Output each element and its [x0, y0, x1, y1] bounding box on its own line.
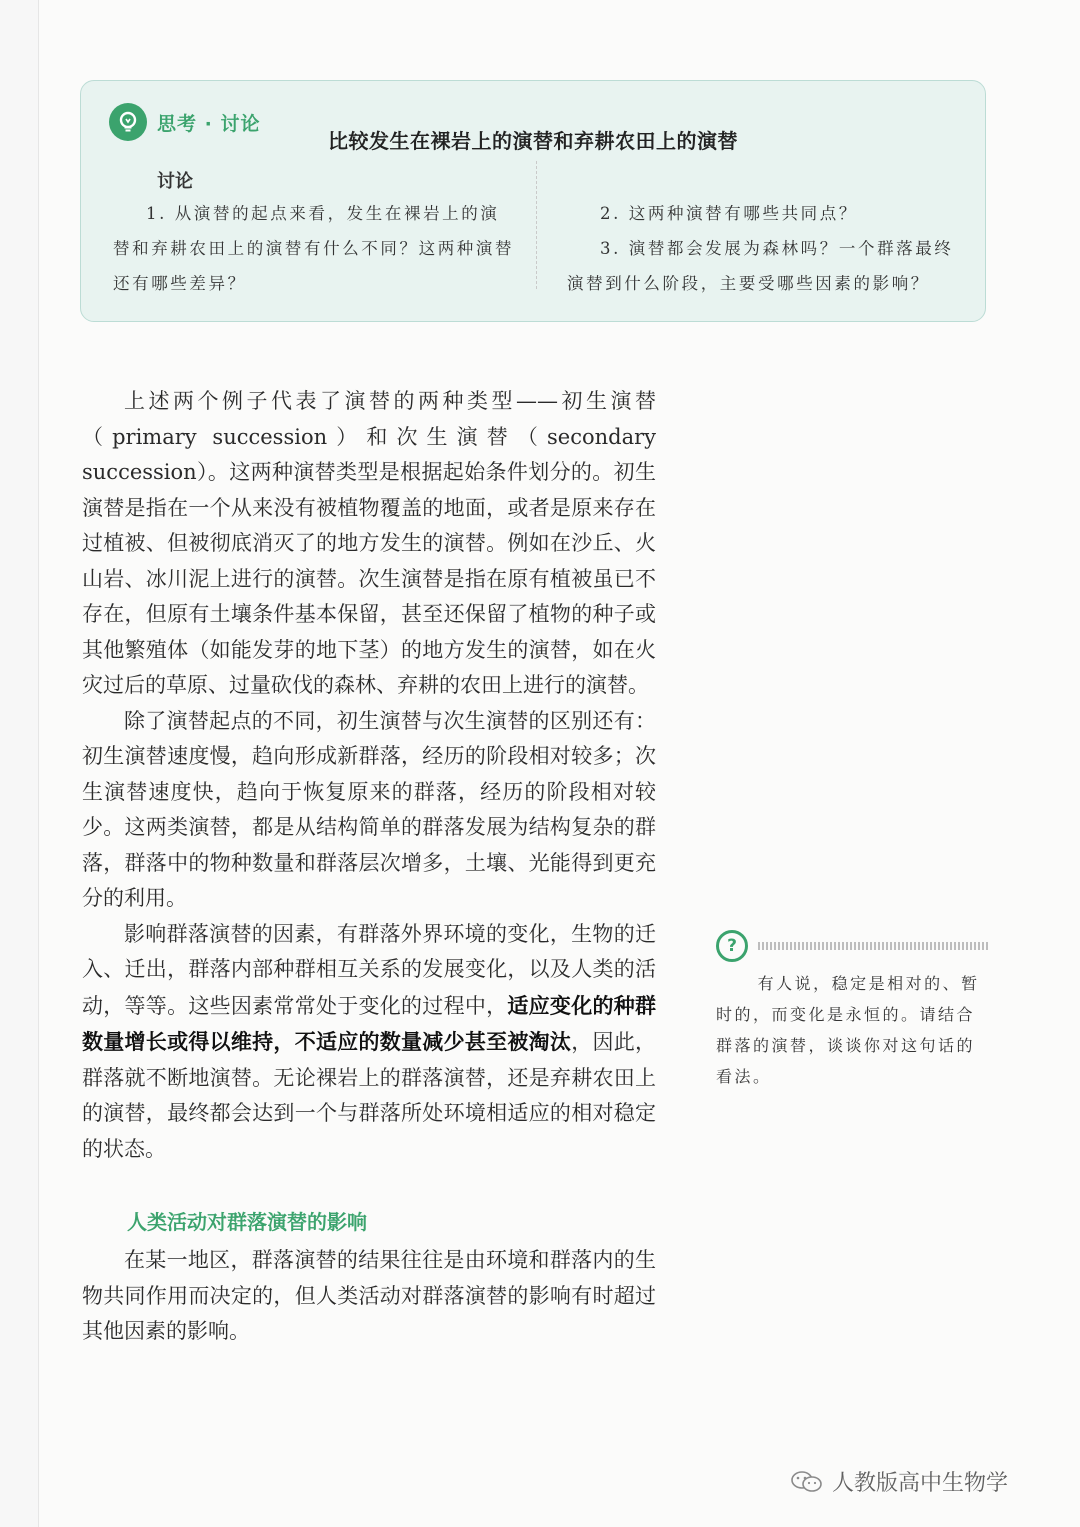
side-note-text: 有人说，稳定是相对的、暂时的，而变化是永恒的。请结合群落的演替，谈谈你对这句话的看法。	[716, 974, 980, 1086]
watermark-text: 人教版高中生物学	[832, 1471, 1009, 1496]
paragraph-3-part-a: 影响群落演替的因素，有群落外界环境的变化，生物的迁入、迁出，群落内部种群相互关系的发展变化，以及人类的活动，等等。这些因素常常处于变化的过程中，	[82, 921, 656, 1018]
paragraph-1: 上述两个例子代表了演替的两种类型——初生演替（primary succession）和次生演替（secondary succession）。这两种演替类型是根据起始条件划分的。初生演替是指在一个从来没有被植物覆盖的地面，或者是原来存在过植被、但被彻底消灭了的地方发生的演替。例如在沙丘、火山岩、冰川泥上进行的演替。次生演替是指在原有植被虽已不存在，但原有土壤条件基本保留，甚至还保留了植物的种子或其他繁殖体（如能发芽的地下茎）的地方发生的演替，如在火灾过后的草原、过量砍伐的森林、弃耕的农田上进行的演替。	[82, 389, 656, 697]
question-2: 2. 这两种演替有哪些共同点？	[600, 204, 858, 223]
question-3: 3. 演替都会发展为森林吗？一个群落最终演替到什么阶段，主要受哪些因素的影响？	[567, 239, 954, 293]
section-heading: 人类活动对群落演替的影响	[127, 1210, 367, 1234]
discussion-badge-label: 思考 · 讨论	[157, 112, 261, 135]
paragraph-3-part-b: ，因此，群落就不断地演替。无论裸岩上的群落演替，还是弃耕农田上的演替，最终都会达到一个与群落所处环境相适应的相对稳定的状态。	[82, 1030, 657, 1161]
paragraph-3	[82, 917, 656, 1168]
question-1: 1. 从演替的起点来看，发生在裸岩上的演替和弃耕农田上的演替有什么不同？这两种演替还有哪些差异？	[113, 204, 515, 293]
column-divider	[536, 161, 537, 289]
wechat-icon	[790, 1469, 824, 1495]
paragraph-3-emphasis: 适应变化的种群数量增长或得以维持，不适应的数量减少甚至被淘汰	[82, 992, 657, 1054]
side-note-stripe	[758, 942, 988, 950]
discussion-box	[80, 80, 986, 322]
section-body	[82, 1243, 656, 1350]
paragraph-2: 除了演替起点的不同，初生演替与次生演替的区别还有：初生演替速度慢，趋向形成新群落，经历的阶段相对较多；次生演替速度快，趋向于恢复原来的群落，经历的阶段相对较少。这两类演替，都是从结构简单的群落发展为结构复杂的群落，群落中的物种数量和群落层次增多，土壤、光能得到更充分的利用。	[82, 708, 656, 910]
question-column-left	[113, 196, 517, 301]
section-paragraph: 在某一地区，群落演替的结果往往是由环境和群落内的生物共同作用而决定的，但人类活动对群落演替的影响有时超过其他因素的影响。	[82, 1248, 656, 1343]
discussion-title: 比较发生在裸岩上的演替和弃耕农田上的演替	[328, 129, 738, 153]
watermark	[790, 1466, 1008, 1497]
question-icon: ?	[716, 930, 748, 962]
discussion-subheading: 讨论	[157, 171, 193, 192]
question-column-right	[567, 196, 967, 301]
main-text	[82, 384, 656, 1167]
